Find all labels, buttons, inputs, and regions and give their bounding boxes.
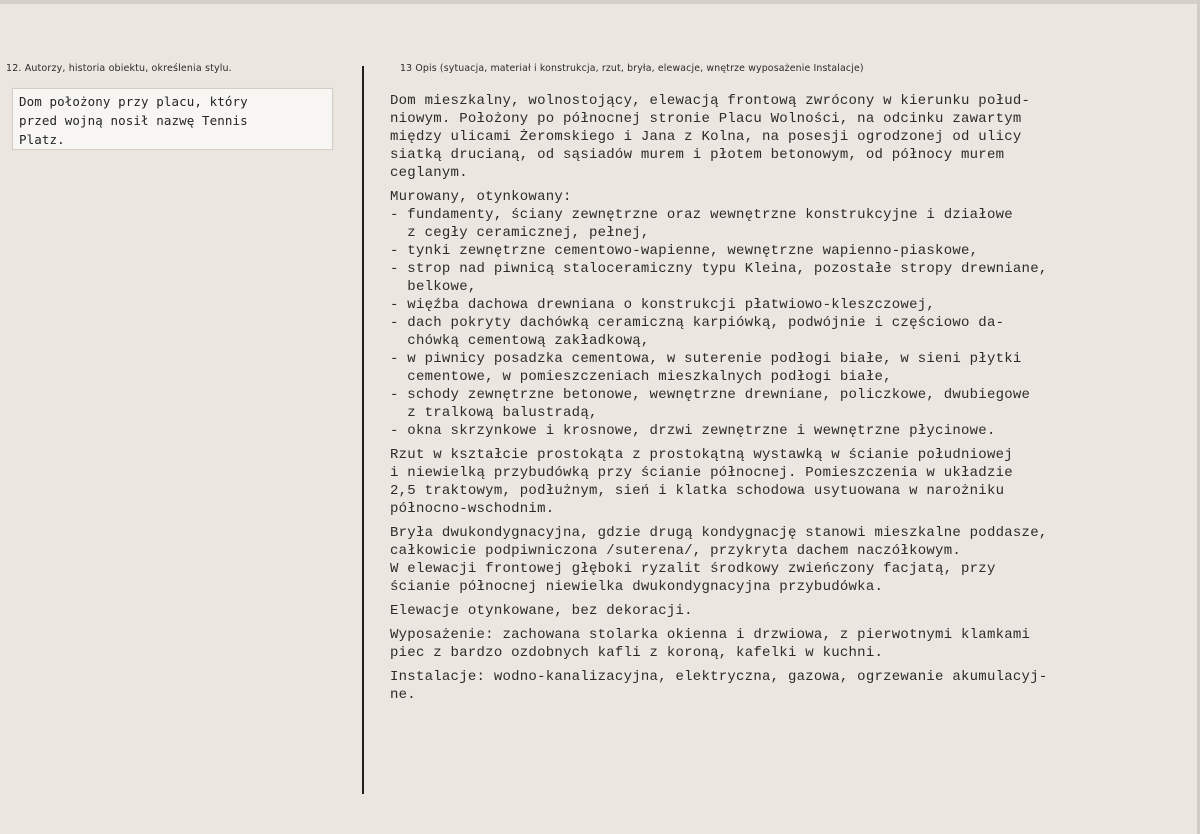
pasted-history-note	[12, 88, 333, 150]
description-line: Dom mieszkalny, wolnostojący, elewacją frontową zwrócony w kierunku połud-	[390, 93, 1031, 109]
description-line: siatką drucianą, od sąsiadów murem i płotem betonowym, od północy murem	[390, 147, 1005, 163]
description-line: ne.	[390, 687, 416, 703]
description-paragraph	[390, 668, 1180, 704]
description-paragraph	[390, 188, 1180, 440]
description-line: i niewielką przybudówką przy ścianie północnej. Pomieszczenia w układzie	[390, 465, 1013, 481]
description-line: z cegły ceramicznej, pełnej,	[390, 225, 650, 241]
description-paragraph	[390, 626, 1180, 662]
history-note-line: Platz.	[19, 132, 65, 147]
description-line: 2,5 traktowym, podłużnym, sień i klatka schodowa usytuowana w narożniku	[390, 483, 1005, 499]
description-line: Elewacje otynkowane, bez dekoracji.	[390, 603, 693, 619]
description-line: - strop nad piwnicą staloceramiczny typu Kleina, pozostałe stropy drewniane,	[390, 261, 1048, 277]
description-line: belkowe,	[390, 279, 477, 295]
column-divider	[362, 66, 364, 794]
description-line: - tynki zewnętrzne cementowo-wapienne, wewnętrzne wapienno-piaskowe,	[390, 243, 979, 259]
sheet-top-edge	[0, 0, 1200, 4]
description-line: Instalacje: wodno-kanalizacyjna, elektryczna, gazowa, ogrzewanie akumulacyj-	[390, 669, 1048, 685]
description-line: - więźba dachowa drewniana o konstrukcji płatwiowo-kleszczowej,	[390, 297, 936, 313]
description-paragraph	[390, 602, 1180, 620]
description-line: Murowany, otynkowany:	[390, 189, 572, 205]
section-13-header: 13 Opis (sytuacja, materiał i konstrukcja, rzut, bryła, elewacje, wnętrze wyposażenie Instalacje)	[400, 63, 864, 74]
description-line: W elewacji frontowej głęboki ryzalit środkowy zwieńczony facjatą, przy	[390, 561, 996, 577]
description-line: Wyposażenie: zachowana stolarka okienna i drzwiowa, z pierwotnymi klamkami	[390, 627, 1031, 643]
description-line: niowym. Położony po północnej stronie Placu Wolności, na odcinku zawartym	[390, 111, 1022, 127]
description-line: cementowe, w pomieszczeniach mieszkalnych podłogi białe,	[390, 369, 892, 385]
history-note-line: przed wojną nosił nazwę Tennis	[19, 113, 248, 128]
history-note-line: Dom położony przy placu, który	[19, 94, 248, 109]
description-line: między ulicami Żeromskiego i Jana z Kolna, na posesji ogrodzonej od ulicy	[390, 129, 1022, 145]
history-note-text	[19, 92, 331, 149]
description-paragraph	[390, 92, 1180, 182]
description-paragraph	[390, 446, 1180, 518]
description-line: całkowicie podpiwniczona /suterena/, przykryta dachem naczółkowym.	[390, 543, 961, 559]
description-paragraph	[390, 524, 1180, 596]
description-line: z tralkową balustradą,	[390, 405, 598, 421]
description-line: ścianie północnej niewielka dwukondygnacyjna przybudówka.	[390, 579, 884, 595]
description-line: - schody zewnętrzne betonowe, wewnętrzne drewniane, policzkowe, dwubiegowe	[390, 387, 1031, 403]
description-line: - w piwnicy posadzka cementowa, w suterenie podłogi białe, w sieni płytki	[390, 351, 1022, 367]
description-line: - dach pokryty dachówką ceramiczną karpiówką, podwójnie i częściowo da-	[390, 315, 1005, 331]
description-line: chówką cementową zakładkową,	[390, 333, 650, 349]
description-line: ceglanym.	[390, 165, 468, 181]
description-line: - okna skrzynkowe i krosnowe, drzwi zewnętrzne i wewnętrzne płycinowe.	[390, 423, 996, 439]
description-line: piec z bardzo ozdobnych kafli z koroną, kafelki w kuchni.	[390, 645, 884, 661]
description-line: Rzut w kształcie prostokąta z prostokątną wystawką w ścianie południowej	[390, 447, 1013, 463]
description-line: północno-wschodnim.	[390, 501, 555, 517]
description-text	[390, 92, 1180, 704]
section-12-header: 12. Autorzy, historia obiektu, określenia stylu.	[6, 63, 232, 74]
description-line: - fundamenty, ściany zewnętrzne oraz wewnętrzne konstrukcyjne i działowe	[390, 207, 1013, 223]
description-line: Bryła dwukondygnacyjna, gdzie drugą kondygnację stanowi mieszkalne poddasze,	[390, 525, 1048, 541]
